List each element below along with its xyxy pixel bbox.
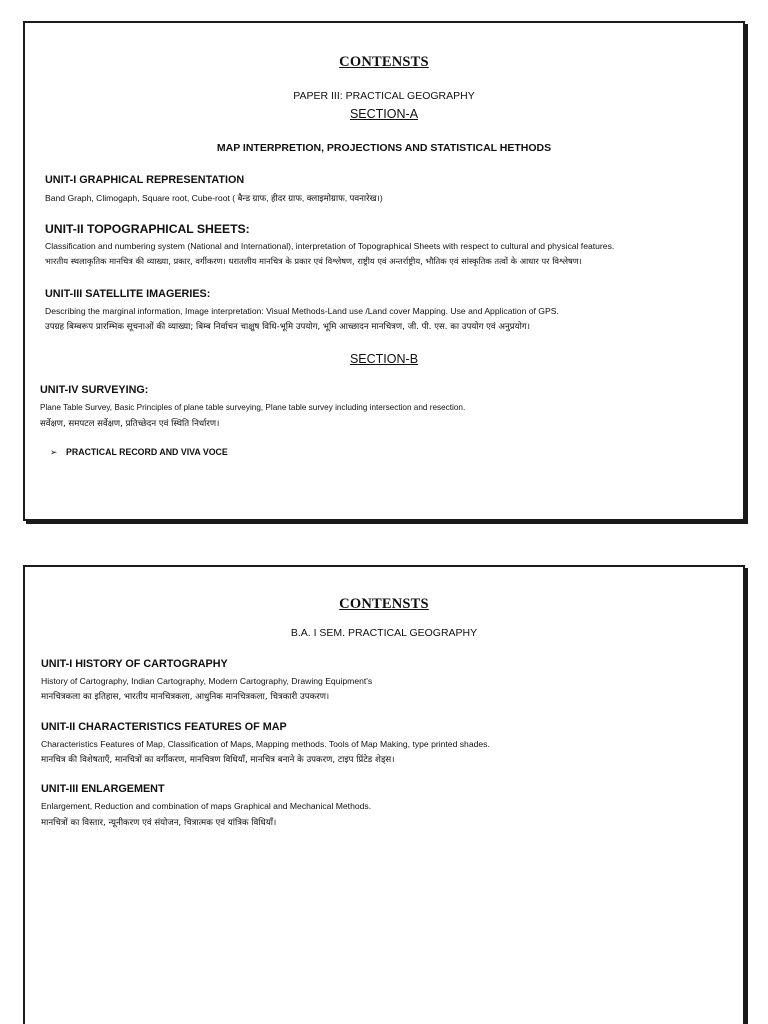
unit-1-heading: UNIT-I HISTORY OF CARTOGRAPHY xyxy=(41,658,228,670)
unit-2-heading: UNIT-II TOPOGRAPHICAL SHEETS: xyxy=(45,222,250,236)
syllabus-page-2 xyxy=(23,565,745,1024)
unit-3-hindi-text: उपग्रह बिम्बरूप प्रारम्भिक सूचनाओं की व्याख्या; बिम्ब निर्वाचन चाक्षुष विधि-भूमि उपयोग, भूमि आच्छादन मानचित्रण, जी. पी. एस. का उपयोग एवं अनुप्रयोग। xyxy=(45,322,530,332)
page-title: CONTENSTS xyxy=(339,596,429,612)
unit-4-text: Plane Table Survey, Basic Principles of plane table surveying, Plane table survey including intersection and resection. xyxy=(40,403,466,412)
section-a-heading: SECTION-A xyxy=(349,107,419,121)
unit-1-heading: UNIT-I GRAPHICAL REPRESENTATION xyxy=(45,174,245,186)
bullet-item xyxy=(50,447,228,458)
unit-3-text: Enlargement, Reduction and combination of maps Graphical and Mechanical Methods. xyxy=(41,801,372,811)
unit-2-text: Characteristics Features of Map, Classification of Maps, Mapping methods. Tools of Map Making, type printed shades. xyxy=(41,739,490,749)
unit-4-heading: UNIT-IV SURVEYING: xyxy=(40,384,149,396)
section-a-subtitle: MAP INTERPRETION, PROJECTIONS AND STATISTICAL HETHODS xyxy=(216,142,552,154)
syllabus-page-1 xyxy=(23,21,745,521)
unit-3-text: Describing the marginal information, Image interpretation: Visual Methods-Land use /Land cover Mapping. Use and Application of GPS. xyxy=(45,306,559,316)
unit-3-heading: UNIT-III SATELLITE IMAGERIES: xyxy=(45,288,211,300)
unit-3-hindi-text: मानचित्रों का विस्तार, न्यूनीकरण एवं संयोजन, चित्रात्मक एवं यांत्रिक विधियाँ। xyxy=(41,818,277,828)
arrow-bullet-icon: ➢ xyxy=(50,447,58,457)
semester-title: B.A. I SEM. PRACTICAL GEOGRAPHY xyxy=(290,627,478,639)
unit-2-heading: UNIT-II CHARACTERISTICS FEATURES OF MAP xyxy=(41,721,287,733)
unit-2-hindi-text: मानचित्र की विशेषताएँ, मानचित्रों का वर्गीकरण, मानचित्रण विधियाँ, मानचित्र बनाने के उपकरण, टाइप प्रिंटेड शेड्स। xyxy=(41,755,395,765)
unit-1-text: History of Cartography, Indian Cartography, Modern Cartography, Drawing Equipment's xyxy=(41,676,373,686)
bullet-item-label: PRACTICAL RECORD AND VIVA VOCE xyxy=(66,447,228,457)
unit-2-text: Classification and numbering system (National and International), interpretation of Topographical Sheets with respect to cultural and physical features. xyxy=(45,241,615,251)
unit-3-heading: UNIT-III ENLARGEMENT xyxy=(41,783,165,795)
unit-1-text: Band Graph, Climogaph, Square root, Cube-root ( बैन्ड ग्राफ, हीदर ग्राफ, क्लाइमोग्राफ, पवनारेख।) xyxy=(45,193,383,203)
unit-1-hindi-text: मानचित्रकला का इतिहास, भारतीय मानचित्रकला, आधुनिक मानचित्रकला, चित्रकारी उपकरण। xyxy=(41,692,330,702)
page-title: CONTENSTS xyxy=(339,54,429,70)
section-b-heading: SECTION-B xyxy=(349,352,419,366)
unit-2-hindi-text: भारतीय स्थलाकृतिक मानचित्र की व्याख्या, प्रकार, वर्गीकरण। धरातलीय मानचित्र के प्रकार एवं विश्लेषण, राष्ट्रीय एवं अन्तर्राष्ट्रीय, भौतिक एवं सांस्कृतिक तत्वों के आधार पर विश्लेषण। xyxy=(45,256,582,266)
unit-4-hindi-text: सर्वेक्षण, समपटल सर्वेक्षण, प्रतिच्छेदन एवं स्थिति निर्धारण। xyxy=(40,419,220,429)
paper-title: PAPER III: PRACTICAL GEOGRAPHY xyxy=(293,90,475,102)
